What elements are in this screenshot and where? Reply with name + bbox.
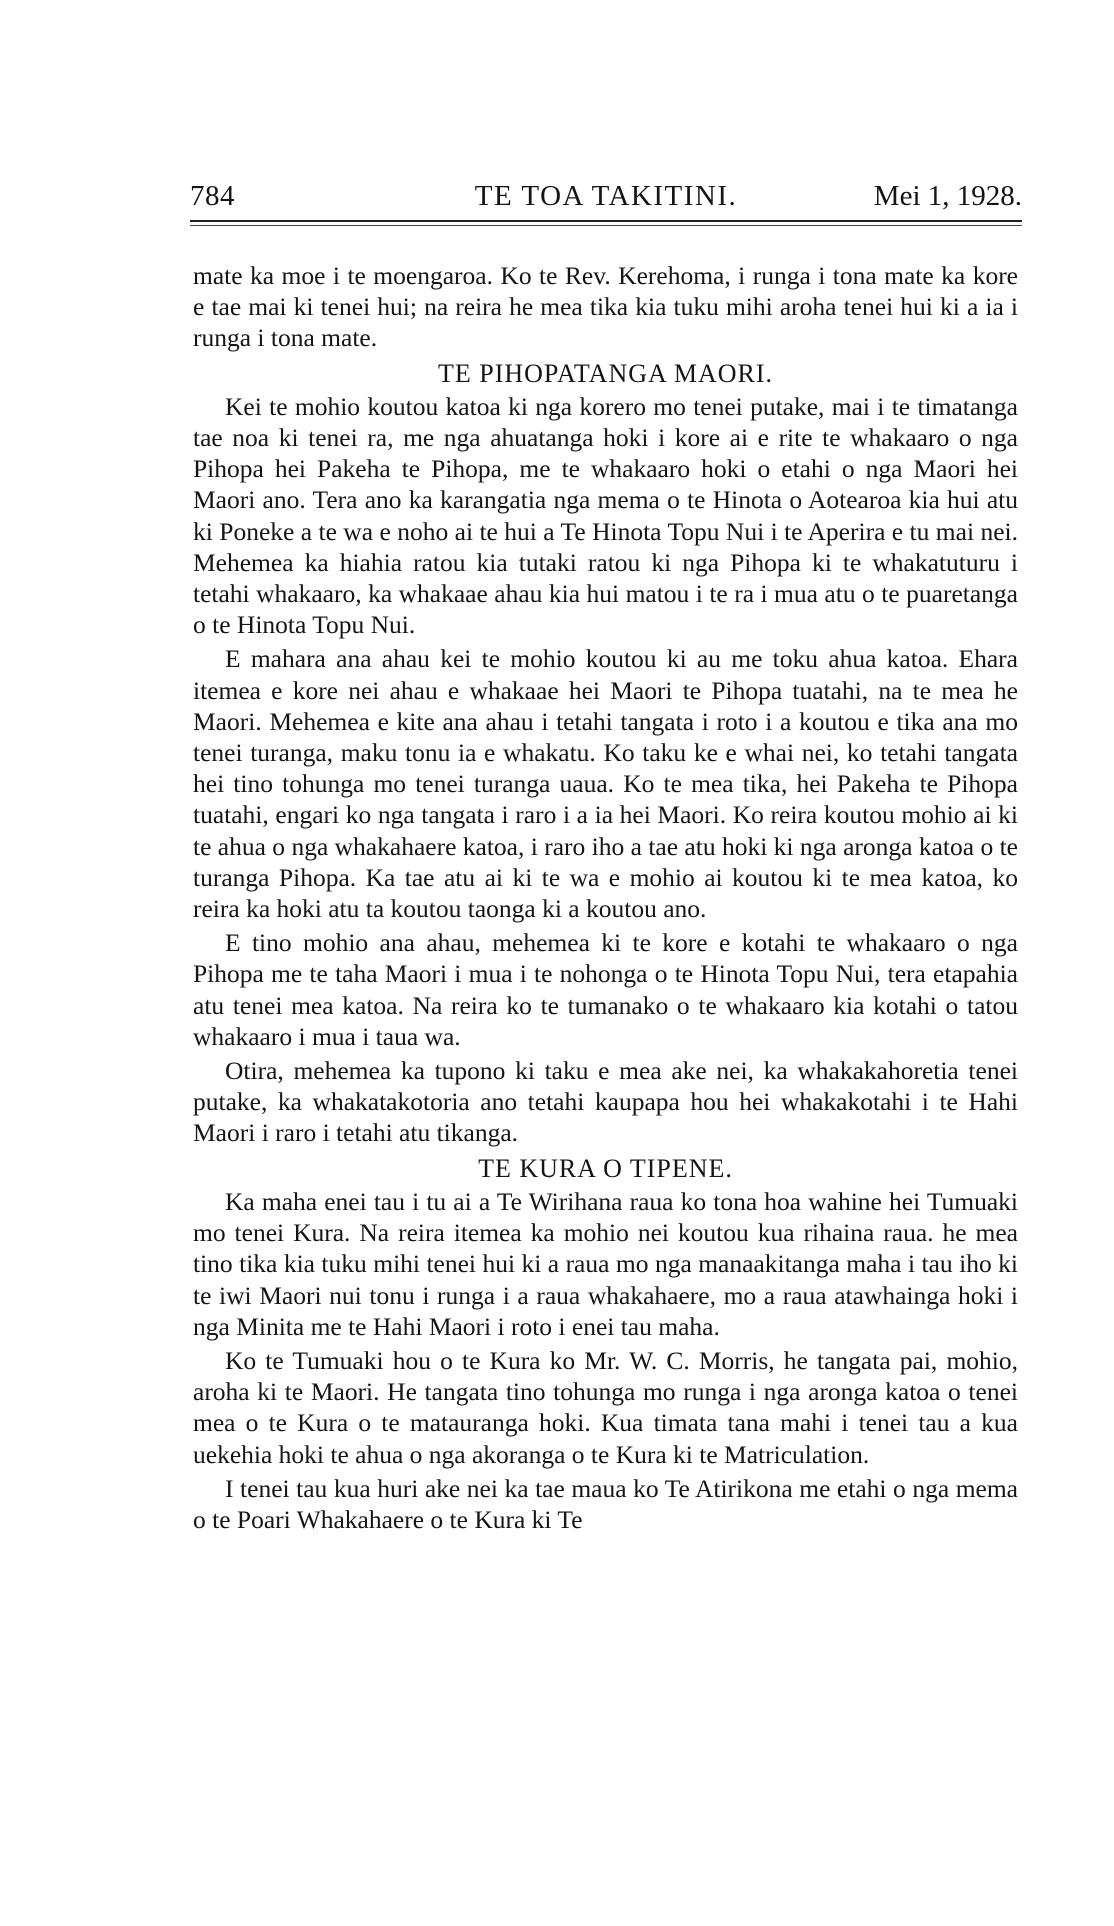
section-heading-kura: TE KURA O TIPENE. — [478, 1153, 733, 1183]
page-number: 784 — [190, 180, 235, 212]
paragraph: E tino mohio ana ahau, mehemea ki te kore e kotahi te whakaaro o nga Pihopa me te taha Maori i mua i te nohonga o te Hinota Topu Nui, tera etapahia atu tenei mea katoa. Na reira ko te tumanako o te whakaaro kia kotahi o tatou whakaaro i mua i taua wa. — [193, 928, 1018, 1051]
journal-title: TE TOA TAKITINI. — [474, 180, 738, 212]
paragraph: I tenei tau kua huri ake nei ka tae maua ko Te Atirikona me etahi o nga mema o te Poari Whakahaere o te Kura ki Te — [193, 1473, 1018, 1534]
header-rule — [190, 220, 1022, 222]
issue-date: Mei 1, 1928. — [873, 180, 1022, 212]
paragraph: Ko te Tumuaki hou o te Kura ko Mr. W. C. Morris, he tangata pai, mohio, aroha ki te Maori. He tangata tino tohunga mo runga i nga aronga katoa o tenei mea o te Kura o te matauranga hoki. Kua timata tana mahi i tenei tau a kua uekehia hoki te ahua o nga akoranga o te Kura ki te Matriculation. — [193, 1345, 1018, 1469]
paragraph-continuation: mate ka moe i te moengaroa. Ko te Rev. Kerehoma, i runga i tona mate ka kore e tae mai ki tenei hui; na reira he mea tika kia tuku mihi aroha tenei hui ki a ia i runga i tona mate. — [193, 261, 1018, 353]
running-header — [190, 177, 1022, 217]
paragraph: Kei te mohio koutou katoa ki nga korero mo tenei putake, mai i te timatanga tae noa ki tenei ra, me nga ahuatanga hoki i kore ai e rite te whakaaro o nga Pihopa hei Pakeha te Pihopa, me te whakaaro hoki o etahi o nga Maori hei Maori ano. Tera ano ka karangatia nga mema o te Hinota o Aotearoa kia hui atu ki Poneke a te wa e noho ai te hui a Te Hinota Topu Nui i te Aperira e tu mai nei. Mehemea ka hiahia ratou kia tutaki ratou ki nga Pihopa ki te whakatuturu i tetahi whakaaro, ka whakaae ahau kia hui matou i te ra i mua atu o te puaretanga o te Hinota Topu Nui. — [193, 391, 1018, 640]
paragraph: E mahara ana ahau kei te mohio koutou ki au me toku ahua katoa. Ehara itemea e kore nei ahau e whakaae hei Maori te Pihopa tuatahi, na te mea he Maori. Mehemea e kite ana ahau i tetahi tangata i roto i a koutou e tika ana mo tenei turanga, maku tonu ia e whakatu. Ko taku ke e whai nei, ko tetahi tangata hei tino tohunga mo tenei turanga uaua. Ko te mea tika, hei Pakeha te Pihopa tuatahi, engari ko nga tangata i raro i a ia hei Maori. Ko reira koutou mohio ai ki te ahua o nga whakahaere katoa, i raro iho a tae atu hoki ki nga aronga katoa o te turanga Pihopa. Ka tae atu ai ki te wa e mohio ai koutou ki te mea katoa, ko reira ka hoki atu ta koutou taonga ki a koutou ano. — [193, 644, 1018, 924]
paragraph: Ka maha enei tau i tu ai a Te Wirihana raua ko tona hoa wahine hei Tumuaki mo tenei Kura. Na reira itemea ka mohio nei koutou kua rihaina raua. he mea tino tika kia tuku mihi tenei hui ki a raua mo nga manaakitanga maha i tau iho ki te iwi Maori nui tonu i runga i a raua whakahaere, mo a raua atawhainga hoki i nga Minita me te Hahi Maori i roto i enei tau maha. — [193, 1186, 1018, 1341]
paragraph: Otira, mehemea ka tupono ki taku e mea ake nei, ka whakakahoretia tenei putake, ka whakatakotoria ano tetahi kaupapa hou hei whakakotahi i te Hahi Maori i raro i tetahi atu tikanga. — [193, 1056, 1018, 1148]
header-rule-thin — [190, 225, 1022, 226]
article-body — [193, 260, 1018, 1535]
section-heading-pihopatanga: TE PIHOPATANGA MAORI. — [437, 358, 774, 388]
